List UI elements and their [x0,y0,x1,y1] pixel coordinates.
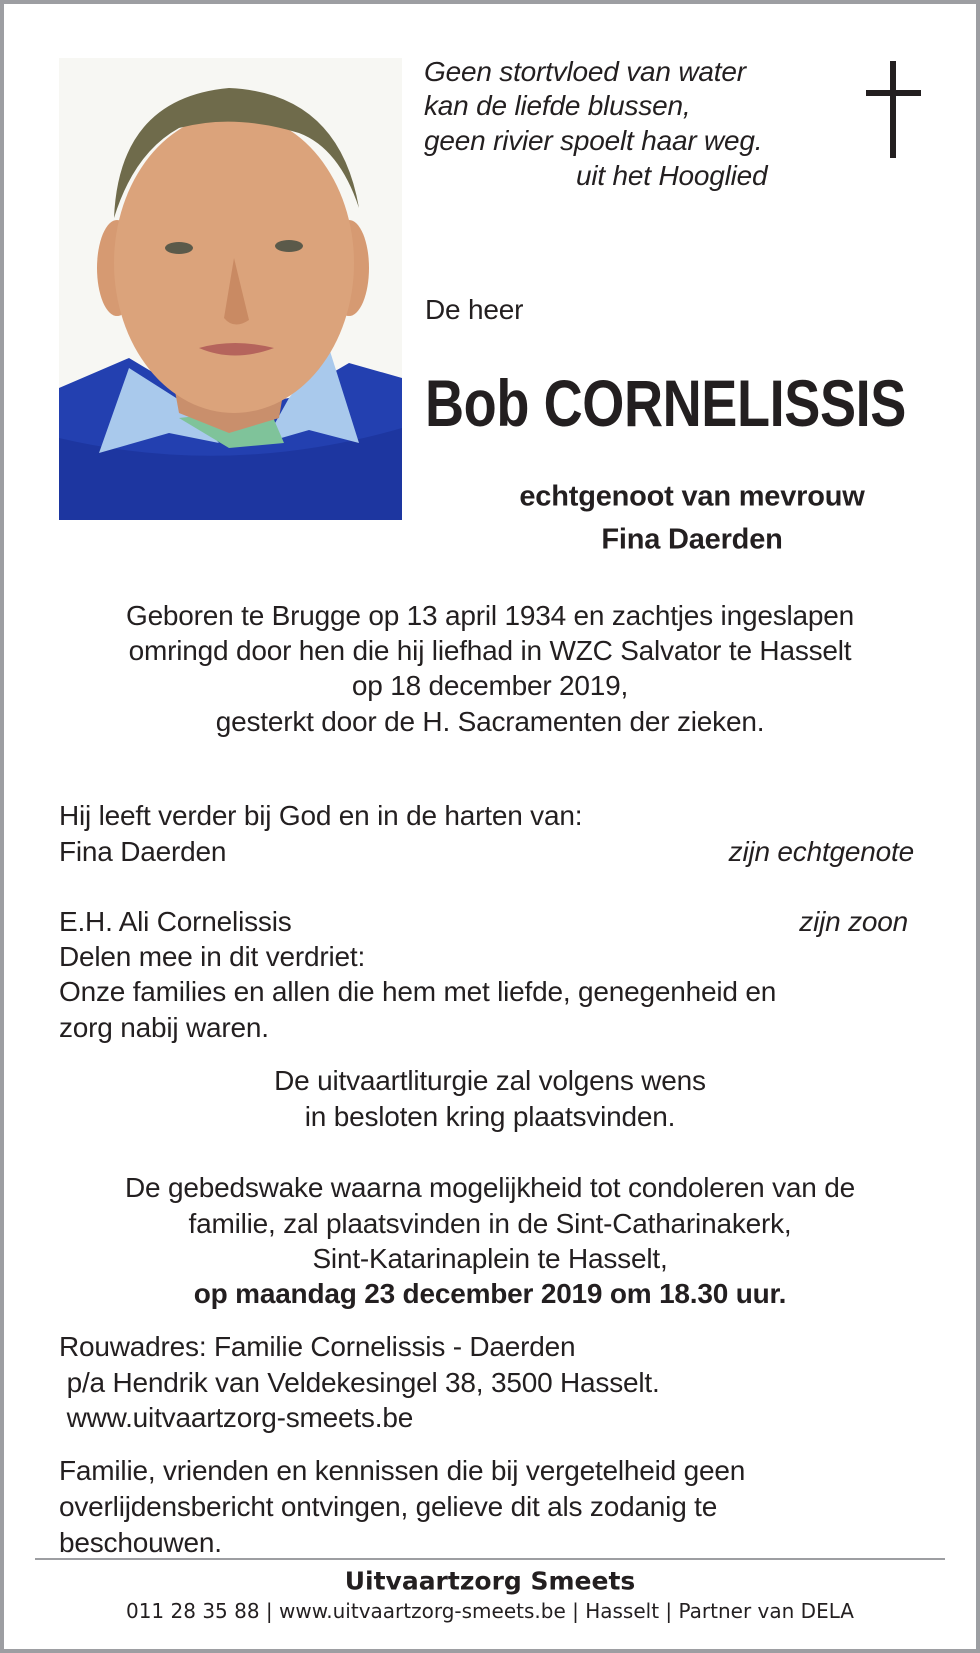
footer-divider [35,1558,945,1560]
notice-line: overlijdensbericht ontvingen, gelieve dit als zodanig te [59,1491,718,1522]
verse-line: Geen stortvloed van water [424,56,746,87]
address-line: p/a Hendrik van Veldekesingel 38, 3500 Hasselt. [59,1367,660,1398]
vigil-datetime: op maandag 23 december 2019 om 18.30 uur. [193,1278,787,1309]
verse-source: uit het Hooglied [576,160,768,191]
birth-death-line: gesterkt door de H. Sacramenten der zieken. [215,706,765,737]
notice-line: beschouwen. [59,1527,222,1558]
liturgy-line: De uitvaartliturgie zal volgens wens [274,1065,706,1096]
spouse-name: Fina Daerden [601,523,783,556]
notice-line: Familie, vrienden en kennissen die bij vergetelheid geen [59,1455,746,1486]
relation-line: echtgenoot van mevrouw [519,480,865,513]
verse-line: kan de liefde blussen, [424,90,691,121]
salutation: De heer [425,294,524,325]
mourner-name: E.H. Ali Cornelissis [59,906,292,937]
share-line: zorg nabij waren. [59,1012,269,1043]
deceased-name: Bob CORNELISSIS [425,366,906,440]
verse-line: geen rivier spoelt haar weg. [424,125,763,156]
funeral-home-name: Uitvaartzorg Smeets [344,1566,636,1596]
liturgy-line: in besloten kring plaatsvinden. [304,1101,676,1132]
portrait-photo [59,58,402,520]
portrait-image [59,58,402,520]
website-link[interactable]: www.uitvaartzorg-smeets.be [59,1402,414,1433]
funeral-home-contact: 011 28 35 88 | www.uitvaartzorg-smeets.be | Hasselt | Partner van DELA [125,1599,854,1623]
share-intro: Delen mee in dit verdriet: [59,941,366,972]
birth-death-line: op 18 december 2019, [351,670,629,701]
address-line: Rouwadres: Familie Cornelissis - Daerden [59,1331,576,1362]
share-line: Onze families en allen die hem met liefde, genegenheid en [59,976,777,1007]
vigil-line: Sint-Katarinaplein te Hasselt, [312,1243,668,1274]
birth-death-line: Geboren te Brugge op 13 april 1934 en zachtjes ingeslapen [125,600,855,631]
mourner-role: zijn echtgenote [728,836,914,867]
vigil-line: De gebedswake waarna mogelijkheid tot condoleren van de [125,1172,855,1203]
birth-death-line: omringd door hen die hij liefhad in WZC Salvator te Hasselt [128,635,852,666]
mourner-role: zijn zoon [799,906,908,937]
vigil-line: familie, zal plaatsvinden in de Sint-Catharinakerk, [188,1208,792,1239]
mourners-intro: Hij leeft verder bij God en in de harten van: [59,800,583,831]
mourner-name: Fina Daerden [59,836,227,867]
